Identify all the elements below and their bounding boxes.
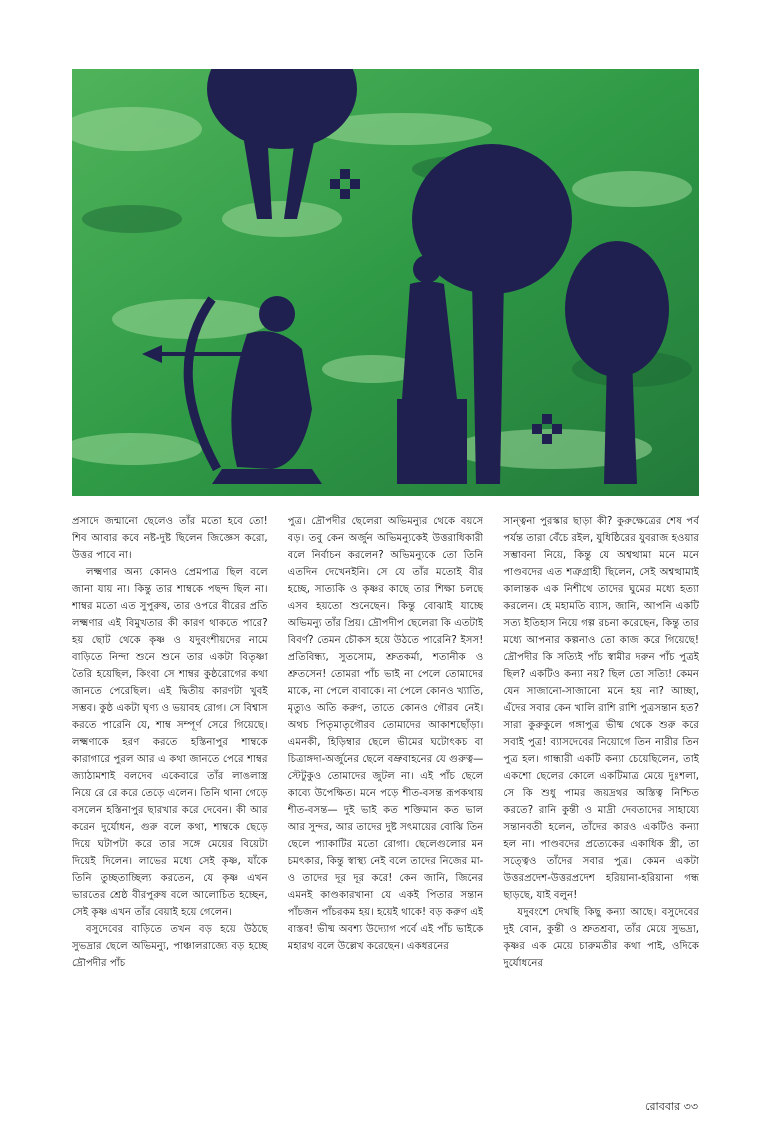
paragraph: সান্ত্বনা পুরস্কার ছাড়া কী? কুরুক্ষেত্রের শেষ পর্ব পর্যন্ত তারা বেঁচে রইল, যুধিষ্ঠিরের যুবরাজ হওয়ার সম্ভাবনা নিয়ে, কিন্তু যে অশ্বত্থামা মনে মনে পাণ্ডবদের এত শত্রুগ্রাহী ছিলেন, সেই অশ্বত্থামাই কালান্তক এক নিশীথে তাদের ঘুমের মধ্যে হত্যা করলেন। হে মহামতি ব্যাস, জানি, আপনি একটি সত্য ইতিহাস নিয়ে গল্প রচনা করেছেন, কিন্তু তার মধ্যে আপনার কল্পনাও তো কাজ করে গিয়েছে! দ্রৌপদীর কি সত্যিই পাঁচ স্বামীর দরুন পাঁচ পুত্রই ছিল? একটিও কন্যা নয়? ছিল তো সত্যি! কেমন যেন সাজানো-সাজানো মনে হয় না? আচ্ছা, এঁদের সবার কেন খালি রাশি রাশি পুত্রসন্তান হত? সারা কুরুকুলে গঙ্গাপুত্র ভীষ্ম থেকে শুরু করে সবাই পুত্র! ব্যাসদেবের নিয়োগে তিন নারীর তিন পুত্র হল। গান্ধারী একটি কন্যা চেয়েছিলেন, তাই একশো ছেলের কোলে একটিমাত্র মেয়ে দুঃশলা, সে কি শুধু পামর জয়দ্রথর অস্তিত্ব নিশ্চিত করতে? রানি কুন্তী ও মাদ্রী দেবতাদের সাহায্যে সন্তানবতী হলেন, তাঁদের কারও একটিও কন্যা হল না। পাণ্ডবদের প্রত্যেকের একাধিক স্ত্রী, তা সত্ত্বেও তাঁদের সবার পুত্র। কেমন একটা উত্তরপ্রদেশ-উত্তরপ্রদেশ হরিয়ানা-হরিয়ানা গন্ধ ছাড়ছে, যাই বলুন! [503, 516, 700, 901]
paragraph: পুত্র। দ্রৌপদীর ছেলেরা অভিমন্যুর থেকে বয়সে বড়। তবু কেন অর্জুন অভিমন্যুকেই উত্তরাধিকারী বলে নির্বাচন করলেন? অভিমন্যুকে তো তিনি এতদিন দেখেনইনি। সে যে তাঁর মতোই বীর হচ্ছে, সাত্যকি ও কৃষ্ণর কাছে তার শিক্ষা চলছে এসব হয়তো শুনেছেন। কিন্তু বোঝাই যাচ্ছে অভিমন্যু তাঁর প্রিয়। দ্রৌপদীপ ছেলেরা কি এতটাই বিবর্ণ? তেমন চৌকস হয়ে উঠতে পারেনি? ইসস! প্রতিবিন্ধ্য, সুতসোম, শ্রুতকর্মা, শতানীক ও শ্রুতসেন! তোমরা পাঁচ ভাই না পেলে তোমাদের মাকে, না পেলে বাবাকে। না পেলে কোনও খ্যাতি, মৃত্যুও অতি করুণ, তাতে কোনও গৌরব নেই। অথচ পিতৃমাতৃগৌরব তোমাদের আকাশছোঁড়া। এমনকী, হিড়িম্বার ছেলে ভীমের ঘটোৎকচ বা চিত্রাঙ্গদা-অর্জুনের ছেলে বভ্রুবাহনের যে গুরুত্ব— স্টেটুকুও তোমাদের জুটল না। এই পাঁচ ছেলে কাব্যে উপেক্ষিত। মনে পড়ে শীত-বসন্ত রূপকথায় শীত-বসন্ত— দুই ভাই কত শক্তিমান কত ভাল আর সুন্দর, আর তাদের দুষ্ট সৎমায়ের বোঝি তিন ছেলে প্যাকাটির মতো রোগা। ছেলেগুলোর মন চমৎকার, কিন্তু স্বাস্থ্য নেই বলে তাদের নিজের মা-ও তাদের দূর দূর করে! কেন জানি, জিনের এমনই কাণ্ডকারখানা যে একই পিতার সন্তান পাঁচজন পাঁচরকম হয়। হয়েই থাকে! বড় করুণ এই বাস্তব! ভীষ্ম অবশ্য উদ্যোগ পর্বে এই পাঁচ ভাইকে মহারথ বলে উল্লেখ করেছেন। একধরনের [287, 516, 484, 952]
illustration [72, 69, 699, 496]
text-column-3 [503, 513, 699, 1083]
text-column-2 [288, 513, 484, 1083]
article-body [72, 513, 699, 1083]
paragraph: প্রসাদে জন্মানো ছেলেও তাঁর মতো হবে তো! শিব আবার কবে নষ্ট-দুষ্ট ছিলেন জিজ্ঞেস করো, উত্তর পাবে না। [72, 516, 268, 561]
papercut-illustration [72, 69, 699, 496]
paragraph: লক্ষ্মণার অন্য কোনও প্রেমপাত্র ছিল বলে জানা যায় না। কিন্তু তার শাম্বকে পছন্দ ছিল না। শাম্বর মতো এত সুপুরুষ, তার ওপরে বীরের প্রতি লক্ষ্মণার এই বিমুখতার কী কারণ থাকতে পারে? হয় ছোট থেকে কৃষ্ণ ও যদুবংশীয়দের নামে বাড়িতে নিন্দা শুনে শুনে তার একটা বিতৃষ্ণা তৈরি হয়েছিল, কিংবা সে শাম্বর কুষ্ঠরোগের কথা জানতে পেরেছিল। এই দ্বিতীয় কারণটা খুবই সম্ভব। কুষ্ঠ একটা ঘৃণ্য ও ভয়াবহ রোগ। সে বিশ্বাস করতে পারেনি যে, শাম্ব সম্পূর্ণ সেরে গিয়েছে। লক্ষ্মণাকে হরণ করতে হস্তিনাপুর শাম্বকে কারাগারে পুরল আর এ কথা জানতে পেরে শাম্বর জ্যাঠামশাই বলদেব একেবারে তাঁর লাঙলাস্ত্র নিয়ে রে রে করে তেড়ে এলেন। তিনি থানা গেড়ে বসলেন হস্তিনাপুর ছারখার করে দেবেন। কী আর করেন দুর্যোধন, গুরু বলে কথা, শাম্বকে ছেড়ে দিয়ে ঘটাপটা করে তার সঙ্গে মেয়ের বিয়েটা দিয়েই দিলেন। লাভের মধ্যে সেই কৃষ্ণ, যাঁকে তিনি তুচ্ছতাচ্ছিল্য করতেন, যে কৃষ্ণ এখন ভারতের শ্রেষ্ঠ বীরপুরুষ বলে আলোচিত হচ্ছেন, সেই কৃষ্ণ এখন তাঁর বেয়াই হয়ে গেলেন। [72, 567, 268, 918]
paragraph: যদুবংশে দেখছি কিছু কন্যা আছে। বসুদেবের দুই বোন, কুন্তী ও শ্রুতশ্রবা, তাঁর মেয়ে সুভদ্রা, কৃষ্ণর এক মেয়ে চারুমতীর কথা পাই, ওদিকে দুর্যোধনের [503, 907, 700, 969]
text-column-1 [72, 513, 268, 1083]
page-footer: রোববার ৩৩ [645, 1100, 698, 1113]
paragraph: বসুদেবের বাড়িতে তখন বড় হয়ে উঠছে সুভদ্রার ছেলে অভিমন্যু, পাঞ্চালরাজ্যে বড় হচ্ছে দ্রৌপদীর পাঁচ [72, 924, 268, 969]
